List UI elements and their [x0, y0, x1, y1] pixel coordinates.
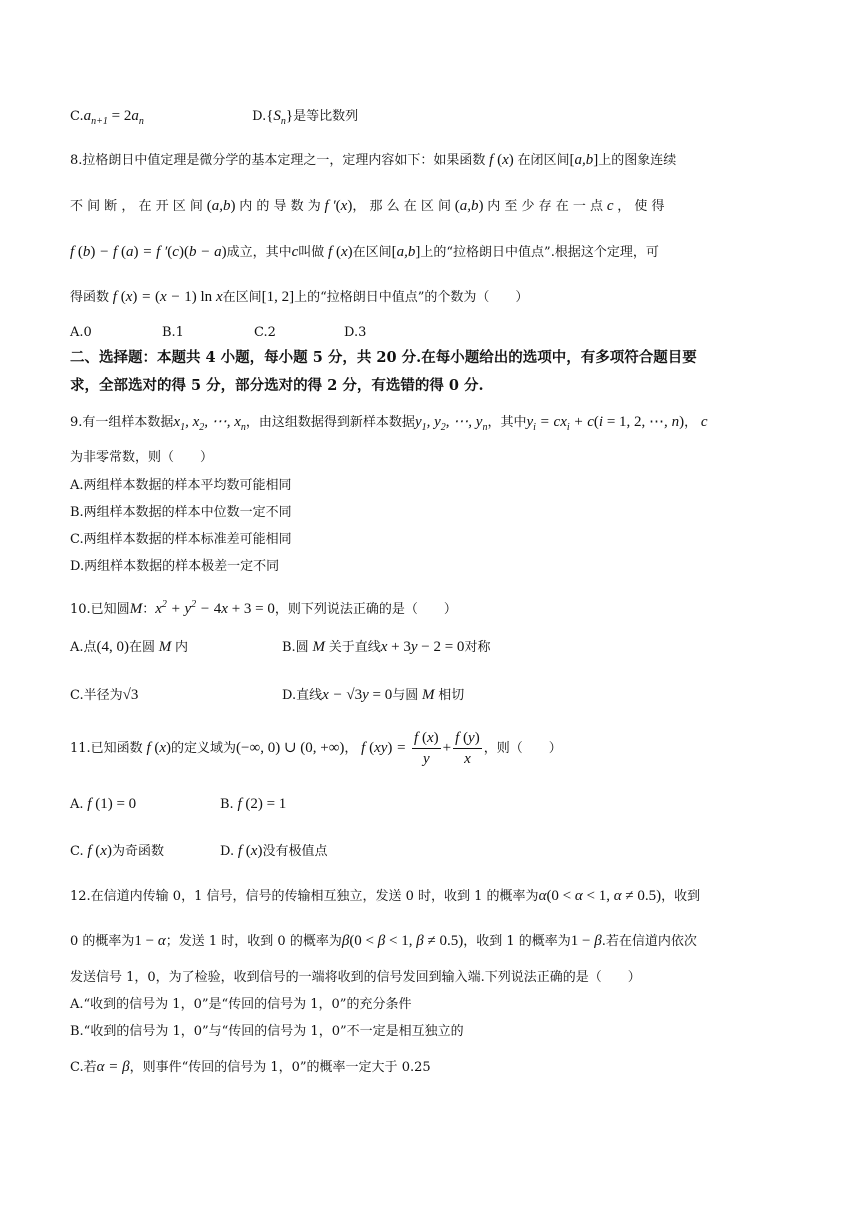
q9-option-c: C.两组样本数据的样本标准差可能相同	[70, 532, 292, 547]
section2-heading-1: 二、选择题：本题共 4 小题，每小题 5 分，共 20 分.在每小题给出的选项中，有多项符合题目要	[70, 349, 697, 366]
q8-option-a: A.0	[70, 325, 92, 340]
q10-options-cd	[70, 685, 464, 706]
q9-option-d: D.两组样本数据的样本极差一定不同	[70, 559, 280, 574]
q12-line-3: 发送信号 1，0，为了检验，收到信号的一端将收到的信号发回到输入端.下列说法正确的是（ ）	[70, 970, 641, 985]
section2-heading-2: 求，全部选对的得 5 分，部分选对的得 2 分，有选错的得 0 分.	[70, 377, 484, 394]
q7-options-row	[70, 106, 358, 132]
q11-option-c: C. f (x)为奇函数	[70, 843, 164, 859]
q8-line-4: 得函数 f (x) = (x − 1) ln x在区间[1, 2]上的“拉格朗日中值点”的个数为（ ）	[70, 289, 529, 305]
q8-line-1: 8.拉格朗日中值定理是微分学的基本定理之一，定理内容如下：如果函数 f (x) 在闭区间[a,b]上的图象连续	[70, 152, 677, 168]
fraction-fx-over-y: $\frac{f (x)}{y}$	[414, 730, 439, 767]
q8-option-c: C.2	[254, 325, 276, 340]
q8-line-2: 不 间 断 ， 在 开 区 间 (a,b) 内 的 导 数 为 f ′(x)， 那 么 在 区 间 (a,b) 内 至 少 存 在 一 点 c ， 使 得	[70, 198, 665, 214]
q10-stem: 10.已知圆M：$x^2 + y^2 - 4x + 3 = 0$，则下列说法正确的是（ ）	[70, 599, 457, 617]
q11-option-a: A. f (1) = 0	[70, 796, 137, 812]
q9-option-b: B.两组样本数据的样本中位数一定不同	[70, 505, 292, 520]
q10-option-b: B.圆 M 关于直线x + 3y − 2 = 0对称	[282, 639, 491, 655]
q9-line-2: 为非零常数，则（ ）	[70, 450, 214, 465]
q9-option-a: A.两组样本数据的样本平均数可能相同	[70, 478, 292, 493]
q12-option-a: A.“收到的信号为 1，0”是“传回的信号为 1，0”的充分条件	[70, 997, 412, 1012]
q11-options-ab	[70, 794, 286, 815]
q8-option-b: B.1	[162, 325, 184, 340]
q8-line-3: f (b) − f (a) = f ′(c)(b − a)成立，其中c叫做 f (x)在区间[a,b]上的“拉格朗日中值点”.根据这个定理，可	[70, 244, 659, 260]
q10-option-c: C.半径为√3	[70, 687, 139, 703]
q8-option-d: D.3	[344, 325, 367, 340]
q9-line-1: 9.有一组样本数据$x_1$, $x_2$, ⋯, $x_n$，由这组数据得到新样本数据$y_1$, $y_2$, ⋯, $y_n$，其中$y_i = cx_i + c(i = 1$, 2, ⋯, n)， c	[70, 414, 708, 433]
q8-options	[70, 323, 366, 343]
q11-option-b: B. f (2) = 1	[220, 796, 287, 812]
q10-options-ab	[70, 637, 490, 658]
q12-option-b: B.“收到的信号为 1，0”与“传回的信号为 1，0”不一定是相互独立的	[70, 1024, 464, 1039]
q7-option-d: $D.\{S_n\}$是等比数列	[252, 108, 359, 127]
q11-options-cd	[70, 841, 327, 862]
q12-line-2: 0 的概率为1 − α；发送 1 时，收到 0 的概率为β(0 < β < 1, β ≠ 0.5)，收到 1 的概率为1 − β.若在信道内依次	[70, 933, 697, 949]
q10-option-d: D.直线x − √3y = 0与圆 M 相切	[282, 687, 465, 703]
fraction-fy-over-x: $\frac{f (y)}{x}$	[455, 730, 480, 767]
q12-option-c: C.若α = β，则事件“传回的信号为 1，0”的概率一定大于 0.25	[70, 1059, 431, 1075]
q12-line-1: 12.在信道内传输 0，1 信号，信号的传输相互独立，发送 0 时，收到 1 的概率为α(0 < α < 1, α ≠ 0.5)，收到	[70, 888, 701, 904]
q11-option-d: D. f (x)没有极值点	[220, 843, 328, 859]
q11-stem: 11.已知函数 f (x)的定义域为(−∞, 0) ∪ (0, +∞)， f (xy) = $\frac{f (x)}{y}$ + $\frac{f (y)}{x}$ ，则（ ）	[70, 730, 562, 767]
q10-option-a: A.点(4, 0)在圆 M 内	[70, 639, 189, 655]
q7-option-c: $C.a_{n+1} = 2a_n$	[70, 108, 144, 127]
